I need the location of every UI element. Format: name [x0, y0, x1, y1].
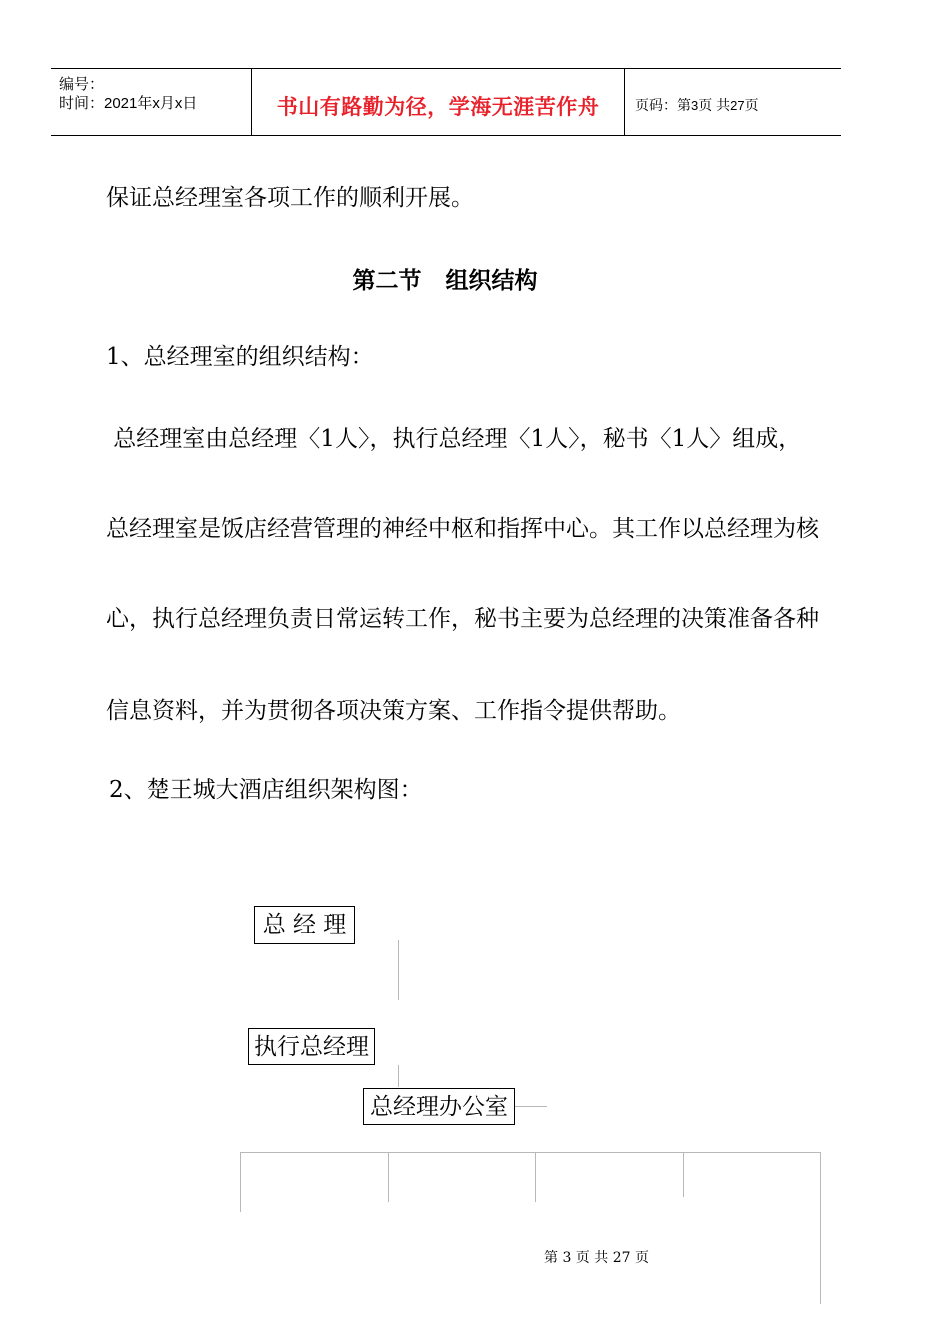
page-end-label: 页: [744, 97, 759, 113]
org-box-gm-office: 总经理办公室: [363, 1088, 515, 1125]
page-current: 3: [691, 98, 699, 113]
item1-line-3: 心，执行总经理负责日常运转工作，秘书主要为总经理的决策准备各种: [106, 606, 819, 632]
item2-heading: 2、楚王城大酒店组织架构图：: [109, 777, 423, 803]
org-connector-gm: [398, 940, 399, 1000]
org-office-side-connector: [515, 1106, 547, 1107]
org-branch-5: [820, 1152, 821, 1304]
page-header: [51, 68, 841, 136]
header-motto-cell: [252, 69, 625, 135]
item1-line-1: 总经理室由总经理〈1人〉，执行总经理〈1人〉，秘书〈1人〉组成，: [106, 426, 802, 452]
header-meta-cell: [51, 69, 252, 135]
header-page-cell: [625, 69, 841, 135]
org-branch-horizontal: [240, 1152, 821, 1153]
section-title: 第二节 组织结构: [352, 268, 538, 294]
org-branch-2: [388, 1152, 389, 1202]
item1-line-4: 信息资料，并为贯彻各项决策方案、工作指令提供帮助。: [106, 698, 681, 724]
org-branch-4: [683, 1152, 684, 1197]
org-connector-egm: [398, 1065, 399, 1087]
page-mid-label: 页 共: [698, 97, 731, 113]
org-branch-1: [240, 1152, 241, 1212]
header-motto: 书山有路勤为径，学海无涯苦作舟: [276, 96, 600, 119]
paragraph-continuation: 保证总经理室各项工作的顺利开展。: [106, 185, 474, 211]
org-branch-3: [535, 1152, 536, 1202]
org-box-executive-gm: 执行总经理: [248, 1028, 375, 1065]
item1-heading: 1、总经理室的组织结构：: [106, 344, 374, 370]
page-total: 27: [730, 98, 745, 113]
document-number-label: 编号：: [59, 76, 105, 93]
org-box-general-manager: 总 经 理: [254, 906, 355, 944]
footer-page-text: 第 3 页 共 27 页: [544, 1250, 649, 1266]
page-footer: [0, 1247, 950, 1279]
page-label: 页码：第: [635, 97, 691, 113]
document-date: 时间：2021年x月x日: [59, 95, 198, 112]
item1-line-2: 总经理室是饭店经营管理的神经中枢和指挥中心。其工作以总经理为核: [106, 516, 819, 542]
header-page-number: [635, 95, 759, 115]
